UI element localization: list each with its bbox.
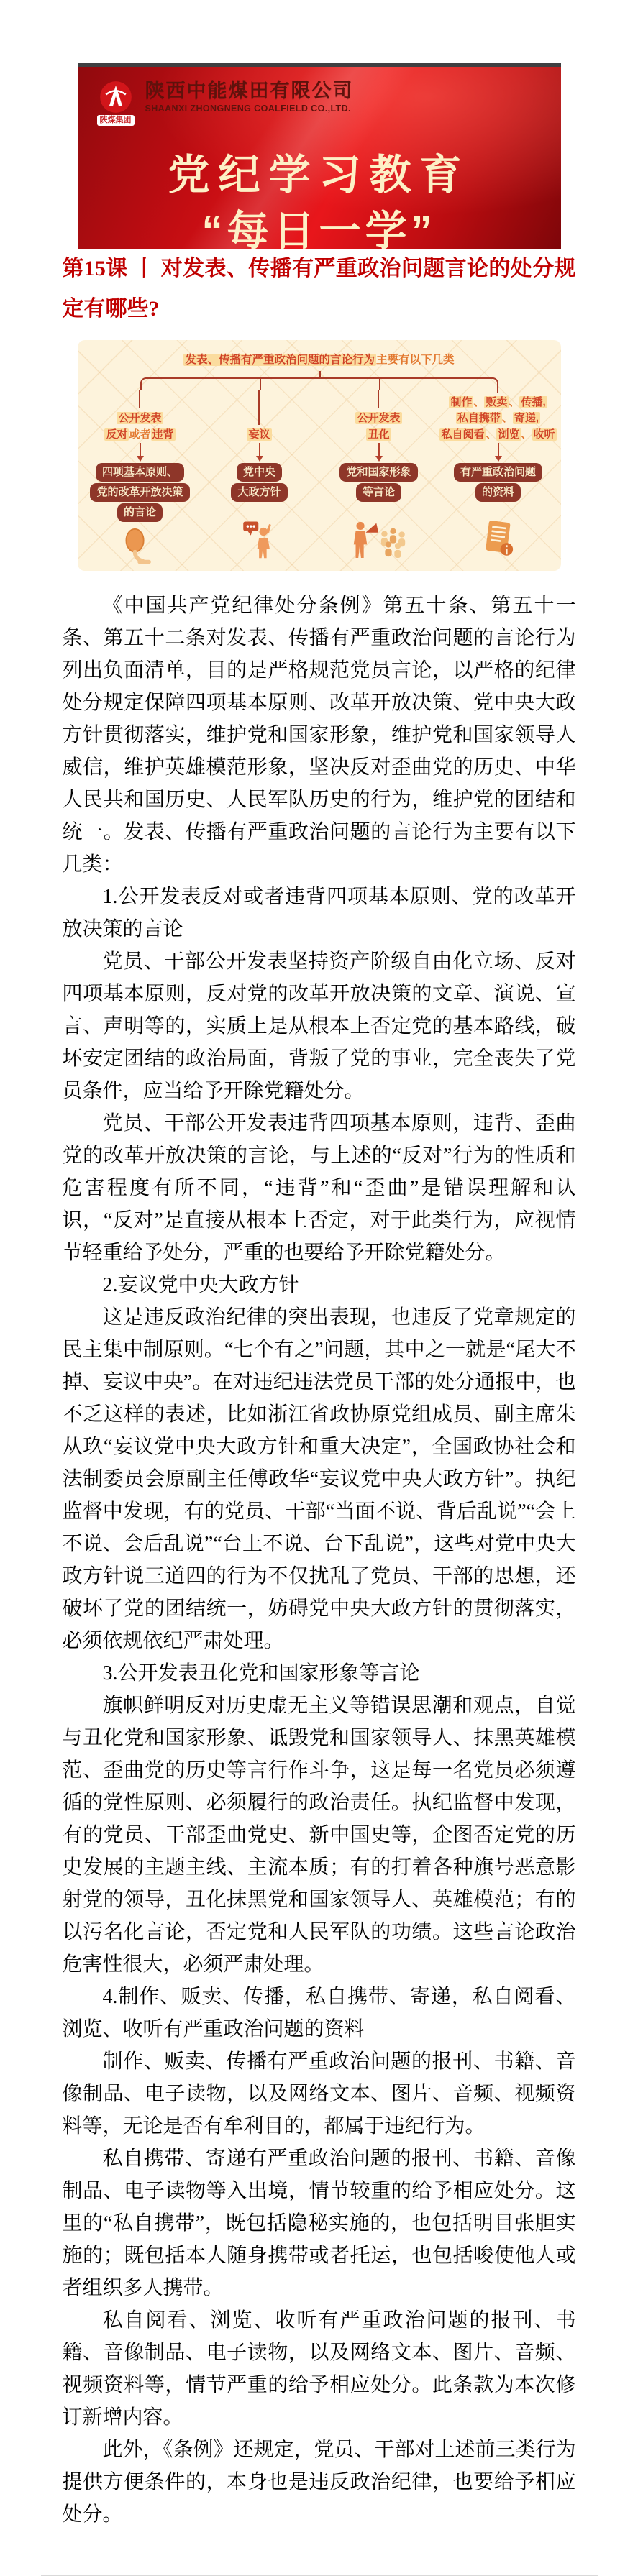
- branch-label-segment: 、: [473, 395, 485, 408]
- tree-branch2-stub: [260, 378, 261, 390]
- page-title: 第15课 丨 对发表、传播有严重政治问题言论的处分规定有哪些?: [62, 257, 576, 321]
- body-paragraph: 此外，《条例》还规定，党员、干部对上述前三类行为提供方便条件的，本身也是违反政治纪律，也要给予相应处分。: [62, 2438, 576, 2526]
- branch-target-box: 四项基本原则、: [96, 463, 184, 482]
- branch-label-segment: 或者: [129, 428, 151, 441]
- branch-label-line: [355, 411, 401, 427]
- branch-label-segment: 公开发表: [357, 412, 401, 425]
- speech-types-diagram: [78, 340, 561, 571]
- branch-target-box: 党中央: [237, 463, 282, 482]
- microphone-icon: [119, 525, 162, 567]
- tree-bracket: [140, 377, 498, 390]
- company-name-en: SHAANXI ZHONGNENG COALFIELD CO.,LTD.: [145, 103, 351, 114]
- branch-target-boxes: [339, 462, 417, 516]
- logo-emblem: [95, 81, 137, 126]
- diagram-branch: [319, 390, 439, 566]
- diagram-branch: [439, 390, 558, 566]
- branch-target-box: 大政方针: [231, 483, 287, 502]
- megaphone-crowd-icon: [351, 518, 407, 559]
- branch-target-boxes: [90, 462, 189, 523]
- banner-title-line2: “每日一学”: [201, 208, 437, 249]
- body-paragraph: 1.公开发表反对或者违背四项基本原则、党的改革开放决策的言论: [62, 885, 576, 940]
- body-paragraph: 4.制作、贩卖、传播，私自携带、寄递，私自阅看、浏览、收听有严重政治问题的资料: [62, 1985, 576, 2040]
- branch-label-segment: 贩卖: [486, 395, 508, 408]
- footer-divider: [41, 2575, 598, 2576]
- diagram-branch: [200, 390, 319, 566]
- branch-label-segment: 、: [509, 395, 520, 408]
- speech-person-icon: [240, 518, 280, 559]
- branch-target-box: 的言论: [117, 503, 163, 522]
- branch-label-segment: 私自阅看: [441, 428, 485, 441]
- branch-label: [247, 390, 271, 443]
- branch-label-segment: 浏览: [498, 428, 520, 441]
- company-logo: [95, 81, 354, 126]
- branch-label-segment: 、: [501, 412, 513, 425]
- branch-label-segment: 妄议: [248, 428, 270, 441]
- branch-target-boxes: [454, 462, 542, 516]
- branch-label-line: [449, 395, 547, 411]
- body-paragraph: 私自阅看、浏览、收听有严重政治问题的报刊、书籍、音像制品、电子读物，以及网络文本、图片、音频、视频资料等，情节严重的给予相应处分。此条款为本次修订新增内容。: [62, 2309, 576, 2429]
- body-paragraph: 制作、贩卖、传播有严重政治问题的报刊、书籍、音像制品、电子读物，以及网络文本、图片、音频、视频资料等，无论是否有牟利目的，都属于违纪行为。: [62, 2050, 576, 2137]
- logo-short-name: 陕煤集团: [97, 115, 135, 126]
- branch-label: [439, 390, 556, 443]
- diagram-tree-connector: [81, 371, 558, 390]
- branch-label-segment: 寄递,: [514, 412, 539, 425]
- banner-title-line1: 党纪学习教育: [168, 152, 470, 198]
- branch-label-segment: 传播,: [521, 395, 546, 408]
- diagram-heading-rest: 主要有以下几类: [376, 354, 455, 366]
- branch-label-line: [104, 427, 175, 444]
- body-paragraph: 3.公开发表丑化党和国家形象等言论: [102, 1661, 420, 1685]
- branch-connector-line: [139, 390, 140, 408]
- branch-label-segment: 收听: [533, 428, 555, 441]
- banner-top-strip: [78, 63, 561, 67]
- branch-label-segment: 私自携带: [457, 412, 501, 425]
- branch-label-line: [439, 427, 556, 444]
- branch-connector-line: [378, 390, 379, 408]
- branch-target-boxes: [231, 462, 287, 516]
- branch-label-segment: 丑化: [368, 428, 390, 441]
- body-paragraph: 党员、干部公开发表违背四项基本原则，违背、歪曲党的改革开放决策的言论，与上述的“反对”行为的性质和危害程度有所不同，“违背”和“歪曲”是错误理解和认识，“反对”是直接从根本上否定，对于此类行为，应视情节轻重给予处分，严重的也要给予开除党籍处分。: [62, 1111, 576, 1264]
- coal-group-emblem-icon: [99, 81, 132, 114]
- body-paragraph: 党员、干部公开发表坚持资产阶级自由化立场、反对四项基本原则，反对党的改革开放决策的文章、演说、宣言、声明等的，实质上是从根本上否定党的基本路线，破坏安定团结的政治局面，背叛了党的事业，完全丧失了党员条件，应当给予开除党籍处分。: [62, 950, 576, 1102]
- diagram-branches: [81, 390, 558, 566]
- branch-label-segment: 违背: [152, 428, 174, 441]
- body-paragraph: 2.妄议党中央大政方针: [102, 1273, 299, 1296]
- down-arrow-icon: [256, 443, 263, 462]
- down-arrow-icon: [137, 443, 144, 462]
- body-paragraph: 旗帜鲜明反对历史虚无主义等错误思潮和观点，自觉与丑化党和国家形象、诋毁党和国家领导人、抹黑英雄模范、歪曲党的历史等言行作斗争，这是每一名党员必须遵循的党性原则、必须履行的政治责任。执纪监督中发现，有的党员、干部歪曲党史、新中国史等，企图否定党的历史发展的主题主线、主流本质；有的打着各种旗号恶意影射党的领导，丑化抹黑党和国家领导人、英雄模范；有的以污名化言论，否定党和人民军队的功绩。这些言论政治危害性很大，必须严肃处理。: [62, 1694, 576, 1976]
- company-name-cn: 陕西中能煤田有限公司: [145, 80, 354, 101]
- body-paragraph: 这是违反政治纪律的突出表现，也违反了党章规定的民主集中制原则。“七个有之”问题，其中之一就是“尾大不掉、妄议中央”。在对违纪违法党员干部的处分通报中，也不乏这样的表述，比如浙江省政协原党组成员、副主席朱从玖“妄议党中央大政方针和重大决定”，全国政协社会和法制委员会原副主任傅政华“妄议党中央大政方针”。执纪监督中发现，有的党员、干部“当面不说、背后乱说”“会上不说、会后乱说”“台上不说、台下乱说”，这些对党中央大政方针说三道四的行为不仅扰乱了党员、干部的思想，还破坏了党的团结统一，妨碍党中央大政方针的贯彻落实，必须依规依纪严肃处理。: [62, 1306, 576, 1652]
- down-arrow-icon: [495, 443, 502, 462]
- branch-label: [104, 390, 175, 443]
- branch-label-segment: 、: [486, 428, 497, 441]
- branch-target-box: 的资料: [475, 483, 521, 502]
- branch-target-box: 党的改革开放决策: [90, 483, 189, 502]
- branch-label-segment: 、: [521, 428, 532, 441]
- tree-branch3-stub: [379, 378, 380, 390]
- branch-label-line: [117, 411, 163, 427]
- branch-label-segment: 公开发表: [118, 412, 162, 425]
- body-paragraph: 私自携带、寄递有严重政治问题的报刊、书籍、音像制品、电子读物等入出境，情节较重的给予相应处分。这里的“私自携带”，既包括隐秘实施的，也包括明目张胆实施的；既包括本人随身携带或者托运，也包括唆使他人或者组织多人携带。: [62, 2147, 576, 2299]
- down-arrow-icon: [375, 443, 383, 462]
- diagram-heading-highlight: 发表、传播有严重政治问题的言论行为: [185, 354, 375, 366]
- body-paragraph: 《中国共产党纪律处分条例》第五十条、第五十一条、第五十二条对发表、传播有严重政治问题的言论行为列出负面清单，目的是严格规范党员言论，以严格的纪律处分规定保障四项基本原则、改革开放决策、党中央大政方针贯彻落实，维护党和国家形象，维护党和国家领导人威信，维护英雄模范形象，坚决反对歪曲党的历史、中华人民共和国历史、人民军队历史的行为，维护党的团结和统一。发表、传播有严重政治问题的言论行为主要有以下几类：: [62, 594, 576, 876]
- branch-label-line: [247, 427, 271, 444]
- branch-label: [355, 390, 401, 443]
- branch-target-box: 党和国家形象: [339, 463, 417, 482]
- branch-target-box: 有严重政治问题: [454, 463, 542, 482]
- header-banner: [78, 63, 561, 249]
- branch-label-segment: 反对: [106, 428, 128, 441]
- branch-label-line: [456, 411, 540, 427]
- branch-label-segment: 制作: [450, 395, 473, 408]
- diagram-branch: [81, 390, 200, 566]
- diagram-heading: [81, 352, 558, 368]
- article-body: [63, 590, 576, 2531]
- branch-connector-line: [258, 390, 260, 425]
- document-info-icon: [478, 518, 519, 559]
- branch-target-box: 等言论: [356, 483, 401, 502]
- branch-label-line: [366, 427, 391, 444]
